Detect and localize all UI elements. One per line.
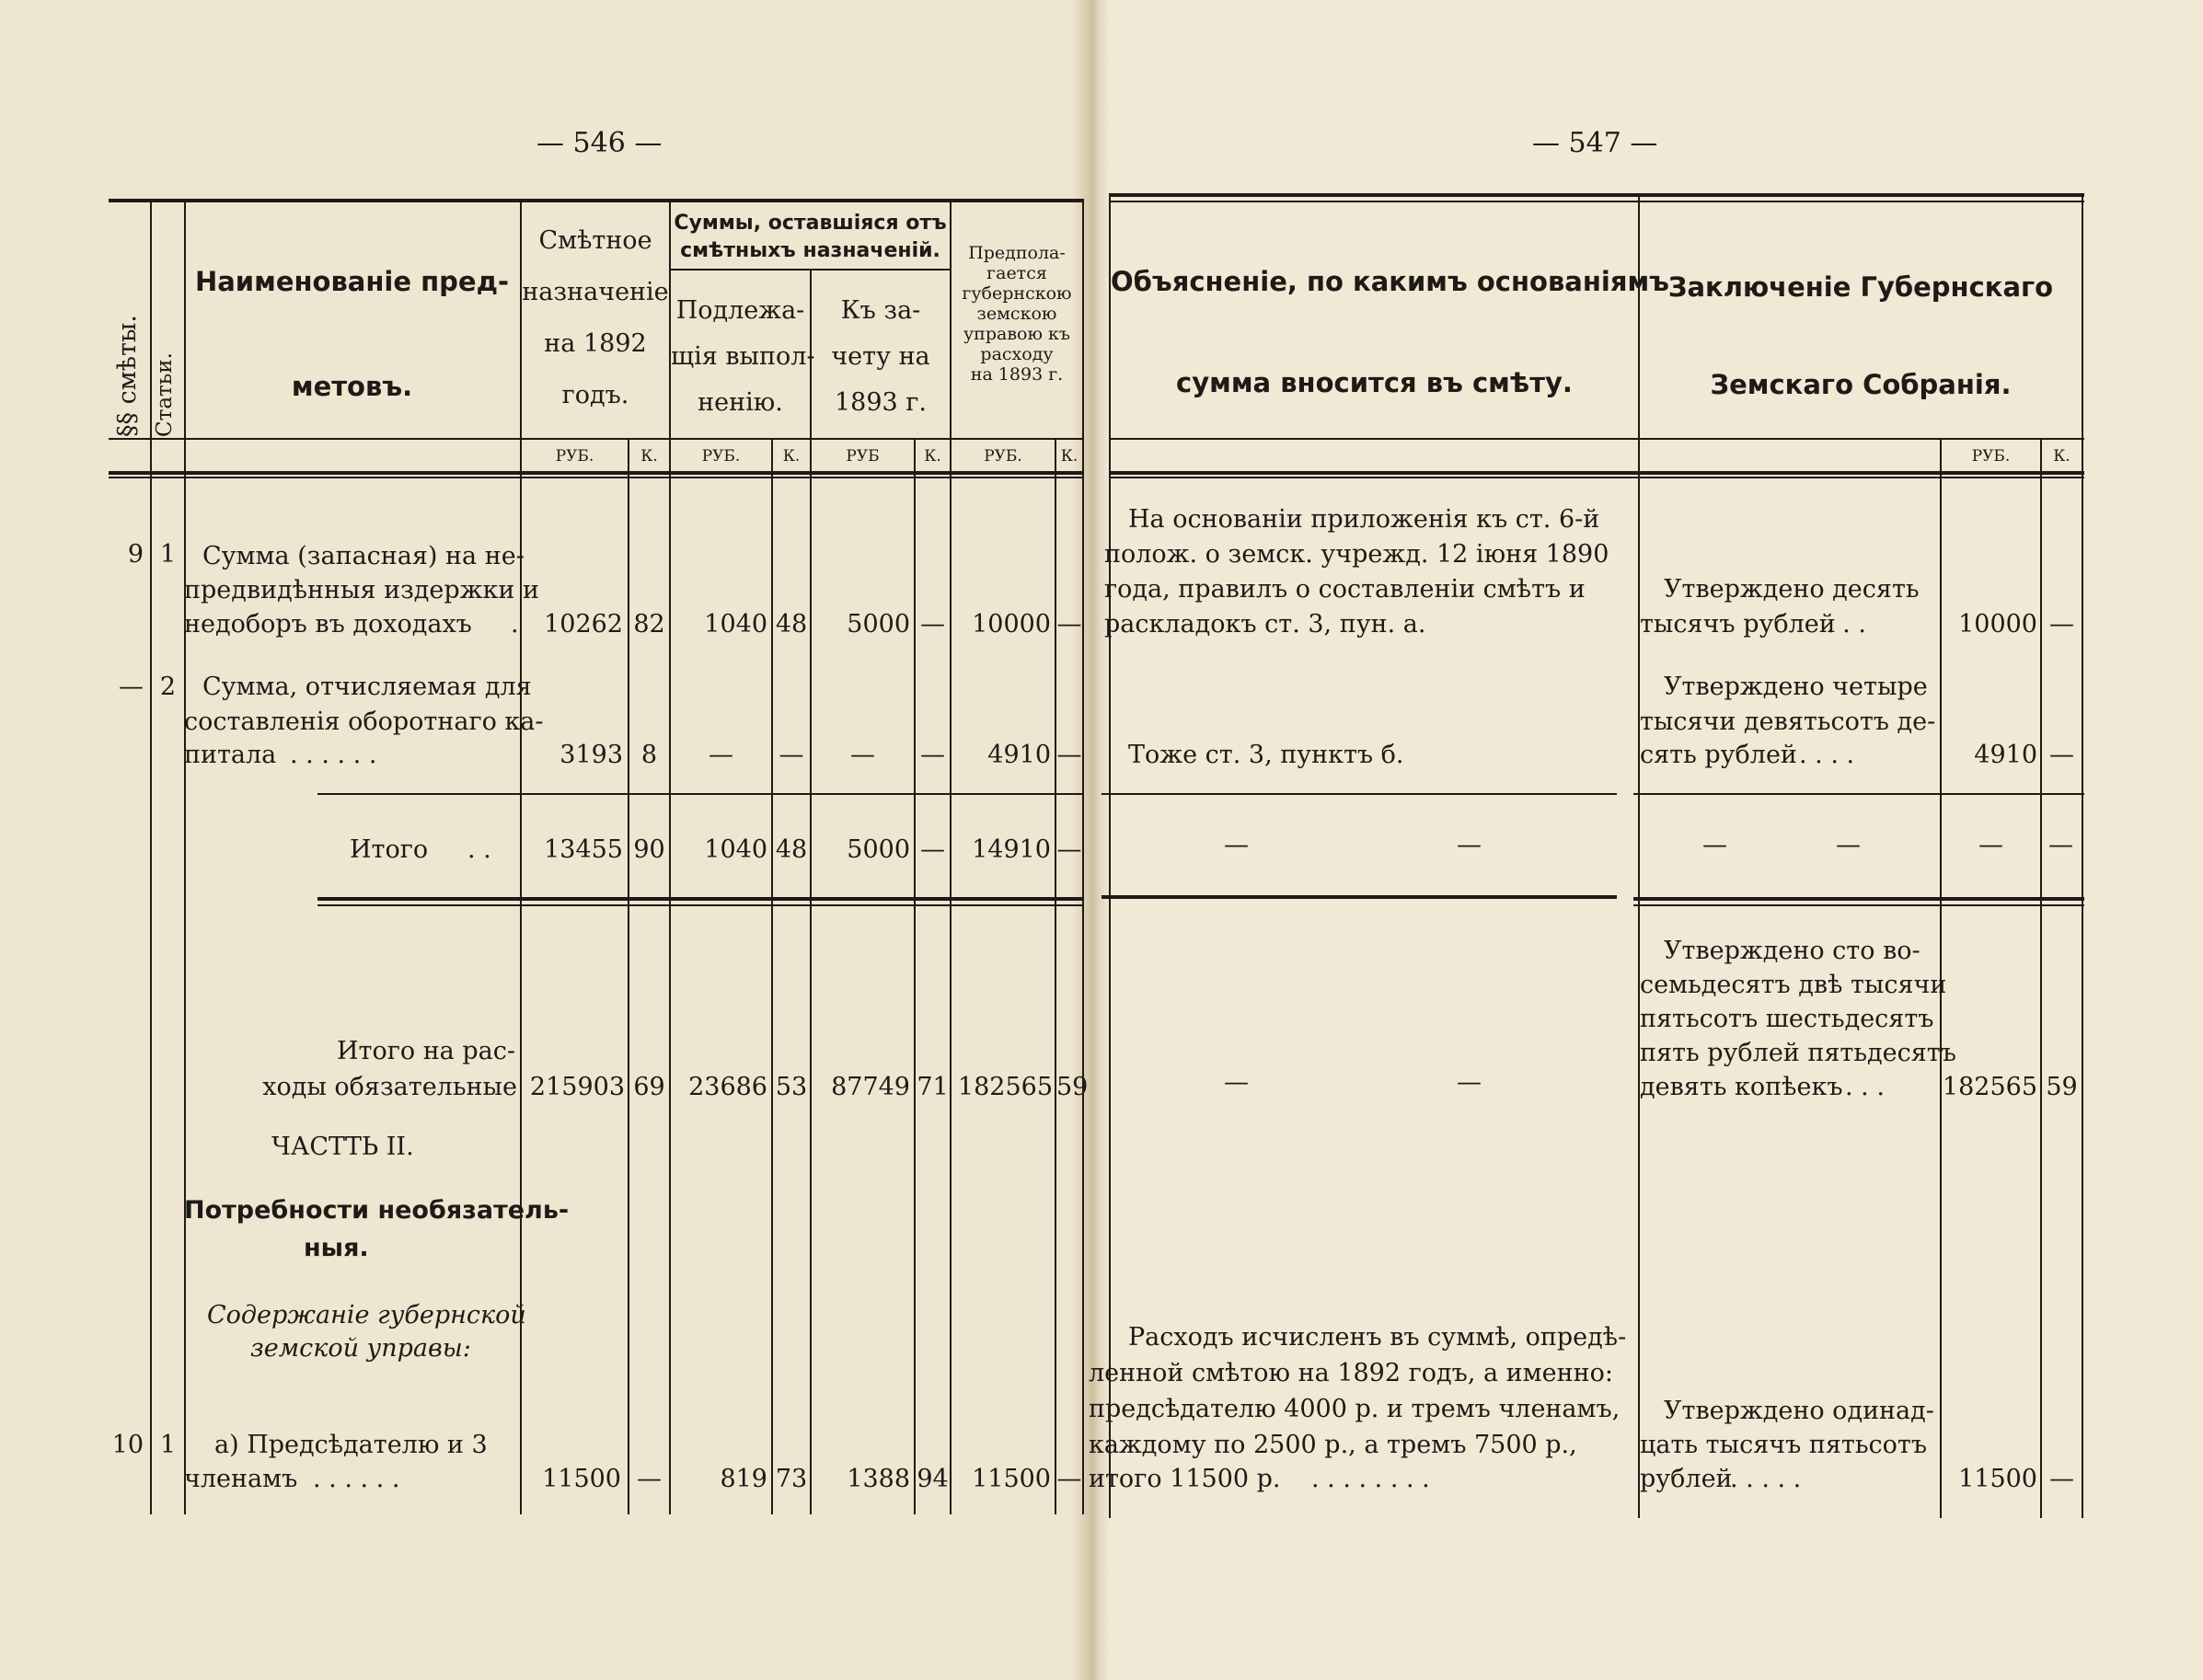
row10-pred-kop: — xyxy=(1056,1465,1082,1493)
col-header-zachet-3: 1893 г. xyxy=(834,388,928,417)
right-page-number: — 547 — xyxy=(1532,127,1658,159)
row2-podl-kop: — xyxy=(779,741,804,769)
r-row2-concl-2: тысячи девятьсотъ де- xyxy=(1640,708,1936,736)
row1-smet-rub: 10262 xyxy=(544,610,623,639)
right-page xyxy=(1090,0,2203,1680)
r-obyaz-concl-5: девять копѣекъ xyxy=(1640,1073,1843,1101)
row2-smet-rub: 3193 xyxy=(559,741,623,769)
r-row10-expl-4: каждому по 2500 р., а тремъ 7500 р., xyxy=(1089,1431,1577,1459)
row10-smeta: 10 xyxy=(111,1431,144,1459)
itogo-obyaz-label-1: Итого на рас- xyxy=(336,1037,515,1065)
unit-kop: К. xyxy=(924,447,941,466)
r-row1-expl-1: На основаніи приложенія къ ст. 6-й xyxy=(1128,505,1600,534)
row1-statya: 1 xyxy=(159,540,177,569)
unit-rub: РУБ. xyxy=(984,447,1022,466)
itogo-obyaz-podl-kop: 53 xyxy=(775,1073,808,1101)
row2-text-3: питала xyxy=(184,741,277,769)
col-header-summy-2: смѣтныхъ назначеній. xyxy=(680,239,940,262)
r-row1-expl-4: раскладокъ ст. 3, пун. а. xyxy=(1104,610,1426,639)
col-header-smetnoe-1: Смѣтное xyxy=(538,226,652,255)
col-header-smetnoe-4: годъ. xyxy=(561,381,629,409)
row1-text-2: предвидѣнныя издержки и xyxy=(184,576,539,604)
col-header-podlezh-2: щія выпол- xyxy=(671,342,815,371)
col-header-zachet-1: Къ за- xyxy=(840,296,921,325)
r-row10-expl-1: Расходъ исчисленъ въ суммѣ, опредѣ- xyxy=(1128,1323,1627,1352)
row1-text-1: Сумма (запасная) на не- xyxy=(202,542,525,570)
r-row1-expl-3: года, правилъ о составленіи смѣтъ и xyxy=(1104,575,1586,604)
itogo-obyaz-zach-kop: 71 xyxy=(917,1073,949,1101)
row1-podl-rub: 1040 xyxy=(704,610,767,639)
row1-smeta: 9 xyxy=(127,540,144,569)
r-itogo-dash: — xyxy=(1702,831,1727,859)
row10-pred-rub: 11500 xyxy=(972,1465,1051,1493)
col-header-podlezh-3: ненію. xyxy=(698,388,783,417)
row2-zach-kop: — xyxy=(920,741,945,769)
needs-heading-1: Потребности необязатель- xyxy=(184,1196,570,1225)
col-header-zachet-2: чету на xyxy=(831,342,930,371)
itogo-obyaz-pred-kop: 59 xyxy=(1056,1073,1089,1101)
col-header-predpol-7: на 1893 г. xyxy=(970,364,1064,385)
itogo-smet-rub: 13455 xyxy=(544,835,623,864)
r-row10-concl-dots: . . . . . xyxy=(1730,1465,1802,1493)
row2-smeta: — xyxy=(119,673,144,701)
col-header-summy-1: Суммы, оставшіяся отъ xyxy=(674,212,947,235)
r-obyaz-rub: 182565 xyxy=(1942,1073,2037,1101)
col-header-predpol-1: Предпола- xyxy=(968,243,1066,263)
row10-text-1: а) Предсѣдателю и 3 xyxy=(214,1431,488,1459)
r-row1-rub: 10000 xyxy=(1958,610,2037,639)
row1-pred-kop: — xyxy=(1056,610,1082,639)
row2-zach-rub: — xyxy=(850,741,875,769)
unit-rub: РУБ xyxy=(846,447,880,466)
col-header-concl-1: Заключеніе Губернскаго xyxy=(1667,271,2054,303)
row2-pred-rub: 4910 xyxy=(987,741,1051,769)
r-obyaz-concl-dots: . . . xyxy=(1845,1073,1885,1101)
row10-zach-kop: 94 xyxy=(917,1465,949,1493)
col-header-podlezh-1: Подлежа- xyxy=(675,296,805,325)
col-header-name-2: метовъ. xyxy=(291,371,413,402)
r-obyaz-concl-3: пятьсотъ шестьдесятъ xyxy=(1640,1005,1934,1033)
row1-dot: . xyxy=(511,610,519,639)
itogo-obyaz-label-2: ходы обязательные xyxy=(262,1073,517,1101)
r-itogo-dash: — xyxy=(1457,831,1482,859)
unit-rub: РУБ. xyxy=(555,447,594,466)
r-row2-concl-dots: . . . . xyxy=(1799,741,1855,769)
r-row10-expl-5: итого 11500 р. xyxy=(1089,1465,1281,1493)
r-obyaz-concl-1: Утверждено сто во- xyxy=(1664,937,1920,965)
r-row2-concl-1: Утверждено четыре xyxy=(1664,673,1928,701)
itogo-podl-rub: 1040 xyxy=(704,835,767,864)
r-row2-concl-3: сять рублей xyxy=(1640,741,1797,769)
part-two-heading: ЧАСТТЬ II. xyxy=(271,1133,414,1161)
unit-kop: К. xyxy=(2053,447,2070,466)
row10-smet-rub: 11500 xyxy=(542,1465,621,1493)
itogo-obyaz-smet-rub: 215903 xyxy=(529,1073,625,1101)
row1-zach-rub: 5000 xyxy=(847,610,910,639)
row1-pred-rub: 10000 xyxy=(972,610,1051,639)
row10-dots: . . . . . . xyxy=(313,1465,400,1493)
row10-statya: 1 xyxy=(159,1431,177,1459)
unit-kop: К. xyxy=(1060,447,1078,466)
needs-heading-2: ныя. xyxy=(304,1234,369,1262)
itogo-podl-kop: 48 xyxy=(775,835,808,864)
itogo-obyaz-zach-rub: 87749 xyxy=(831,1073,910,1101)
col-header-smety: §§ смѣты. xyxy=(113,315,142,437)
itogo-obyaz-podl-rub: 23686 xyxy=(688,1073,767,1101)
itogo-smet-kop: 90 xyxy=(633,835,665,864)
col-header-predpol-3: губернскою xyxy=(962,283,1072,304)
r-obyaz-dash: — xyxy=(1224,1068,1249,1097)
itogo-zach-rub: 5000 xyxy=(847,835,910,864)
r-row10-kop: — xyxy=(2049,1465,2074,1493)
row10-podl-rub: 819 xyxy=(720,1465,767,1493)
r-row1-expl-2: полож. о земск. учрежд. 12 іюня 1890 xyxy=(1104,540,1609,569)
r-row10-concl-2: цать тысячъ пятьсотъ xyxy=(1640,1431,1928,1459)
r-obyaz-concl-4: пять рублей пятьдесятъ xyxy=(1640,1039,1956,1067)
left-page-number: — 546 — xyxy=(536,127,663,159)
row10-zach-rub: 1388 xyxy=(847,1465,910,1493)
row2-pred-kop: — xyxy=(1056,741,1082,769)
col-header-smetnoe-2: назначеніе xyxy=(522,278,669,306)
row1-zach-kop: — xyxy=(920,610,945,639)
row1-podl-kop: 48 xyxy=(775,610,808,639)
row2-smet-kop: 8 xyxy=(640,741,658,769)
r-itogo-dash: — xyxy=(1224,831,1249,859)
row2-statya: 2 xyxy=(159,673,177,701)
soderzhanie-1: Содержаніе губернской xyxy=(207,1301,526,1329)
unit-kop: К. xyxy=(640,447,658,466)
r-row10-expl-2: ленной смѣтою на 1892 годъ, а именно: xyxy=(1089,1359,1613,1387)
unit-rub: РУБ. xyxy=(701,447,741,466)
r-row1-concl-dots: . . . xyxy=(1827,610,1866,639)
itogo-dots: . . xyxy=(467,835,491,864)
r-row10-concl-3: рублей xyxy=(1640,1465,1733,1493)
itogo-zach-kop: — xyxy=(920,835,945,864)
r-row10-concl-1: Утверждено одинад- xyxy=(1664,1397,1934,1425)
col-header-name-1: Наименованіе пред- xyxy=(194,266,510,297)
r-obyaz-kop: 59 xyxy=(2046,1073,2078,1101)
itogo-obyaz-pred-rub: 182565 xyxy=(957,1073,1053,1101)
unit-kop: К. xyxy=(782,447,801,466)
col-header-smetnoe-3: на 1892 xyxy=(544,329,647,358)
col-header-concl-2: Земскаго Собранія. xyxy=(1710,369,2012,400)
itogo-pred-rub: 14910 xyxy=(972,835,1051,864)
r-itogo-dash: — xyxy=(1978,831,2003,859)
r-row2-kop: — xyxy=(2049,741,2074,769)
r-row1-concl-2: тысячъ рублей xyxy=(1640,610,1836,639)
col-header-stati: Статьи. xyxy=(153,352,177,437)
row2-dots: . . . . . . xyxy=(290,741,377,769)
itogo-label: Итого xyxy=(350,835,429,864)
col-header-predpol-6: расходу xyxy=(980,344,1054,364)
row2-text-1: Сумма, отчисляемая для xyxy=(202,673,532,701)
itogo-pred-kop: — xyxy=(1056,835,1082,864)
soderzhanie-2: земской управы: xyxy=(250,1334,471,1363)
r-row10-expl-3: предсѣдателю 4000 р. и тремъ членамъ, xyxy=(1089,1395,1621,1423)
itogo-obyaz-smet-kop: 69 xyxy=(633,1073,665,1101)
col-header-predpol-2: гается xyxy=(986,263,1047,283)
r-row1-kop: — xyxy=(2049,610,2074,639)
row10-podl-kop: 73 xyxy=(775,1465,808,1493)
row1-text-3: недоборъ въ доходахъ xyxy=(184,610,472,639)
r-row2-rub: 4910 xyxy=(1974,741,2037,769)
r-obyaz-concl-2: семьдесятъ двѣ тысячи xyxy=(1640,971,1947,999)
row2-podl-rub: — xyxy=(709,741,733,769)
row2-text-2: составленія оборотнаго ка- xyxy=(184,708,544,736)
col-header-expl-1: Объясненіе, по какимъ основаніямъ xyxy=(1111,266,1669,297)
col-header-predpol-4: земскою xyxy=(976,304,1057,324)
unit-rub: РУБ. xyxy=(1971,447,2011,466)
row10-text-2: членамъ xyxy=(184,1465,298,1493)
r-obyaz-dash: — xyxy=(1457,1068,1482,1097)
row1-smet-kop: 82 xyxy=(633,610,665,639)
r-row2-expl: Тоже ст. 3, пунктъ б. xyxy=(1128,741,1404,769)
col-header-predpol-5: управою къ xyxy=(963,324,1070,344)
row10-smet-kop: — xyxy=(637,1465,662,1493)
r-row10-rub: 11500 xyxy=(1958,1465,2037,1493)
col-header-expl-2: сумма вносится въ смѣту. xyxy=(1176,367,1573,398)
r-itogo-dash: — xyxy=(2048,831,2073,859)
r-itogo-dash: — xyxy=(1836,831,1861,859)
r-row1-concl-1: Утверждено десять xyxy=(1664,575,1920,604)
r-row10-expl-dots: . . . . . . . . xyxy=(1311,1465,1430,1493)
